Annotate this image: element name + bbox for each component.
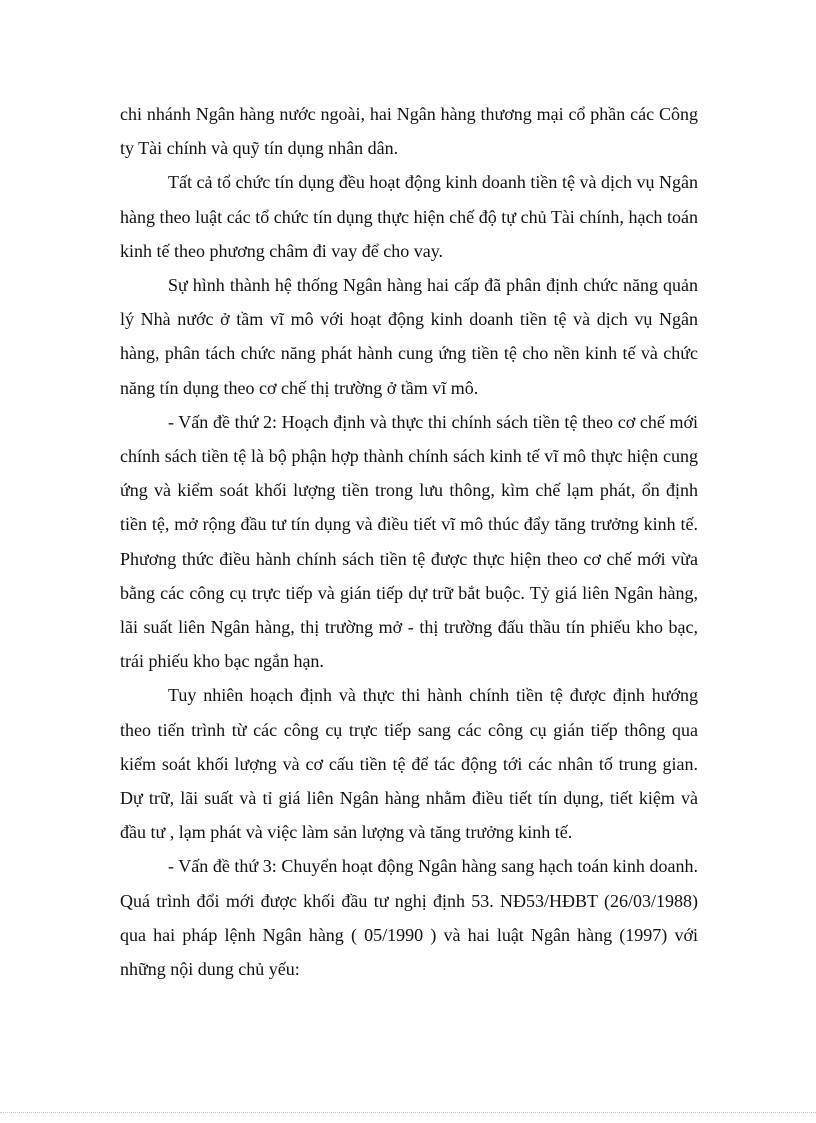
- page-bottom-border: [0, 1112, 816, 1113]
- paragraph-issue-2: - Vấn đề thứ 2: Hoạch định và thực thi chính sách tiền tệ theo cơ chế mới chính sách tiền tệ là bộ phận hợp thành chính sách kinh tế vĩ mô thực hiện cung ứng và kiểm soát khối lượng tiền trong lưu thông, kìm chế lạm phát, ổn định tiền tệ, mở rộng đầu tư tín dụng và điều tiết vĩ mô thúc đẩy tăng trưởng kinh tế. Phương thức điều hành chính sách tiền tệ được thực hiện theo cơ chế mới vừa bằng các công cụ trực tiếp và gián tiếp dự trữ bắt buộc. Tỷ giá liên Ngân hàng, lãi suất liên Ngân hàng, thị trường mở - thị trường đấu thầu tín phiếu kho bạc, trái phiếu kho bạc ngắn hạn.: [120, 411, 698, 672]
- paragraph-credit-institutions: Tất cả tổ chức tín dụng đều hoạt động kinh doanh tiền tệ và dịch vụ Ngân hàng theo luật các tổ chức tín dụng thực hiện chế độ tự chủ Tài chính, hạch toán kinh tế theo phương châm đi vay để cho vay.: [120, 172, 698, 261]
- paragraph-monetary-policy: Tuy nhiên hoạch định và thực thi hành chính tiền tệ được định hướng theo tiến trình từ các công cụ trực tiếp sang các công cụ gián tiếp thông qua kiểm soát khối lượng và cơ cấu tiền tệ để tác động tới các nhân tố trung gian. Dự trữ, lãi suất và tỉ giá liên Ngân hàng nhằm điều tiết tín dụng, tiết kiệm và đầu tư , lạm phát và việc làm sản lượng và tăng trưởng kinh tế.: [120, 685, 698, 843]
- paragraph-two-tier-banking: Sự hình thành hệ thống Ngân hàng hai cấp đã phân định chức năng quản lý Nhà nước ở tầm vĩ mô với hoạt động kinh doanh tiền tệ và dịch vụ Ngân hàng, phân tách chức năng phát hành cung ứng tiền tệ cho nền kinh tế và chức năng tín dụng theo cơ chế thị trường ở tầm vĩ mô.: [120, 275, 698, 398]
- paragraph-issue-3: - Vấn đề thứ 3: Chuyển hoạt động Ngân hàng sang hạch toán kinh doanh. Quá trình đổi mới được khối đầu tư nghị định 53. NĐ53/HĐBT (26/03/1988) qua hai pháp lệnh Ngân hàng ( 05/1990 ) và hai luật Ngân hàng (1997) với những nội dung chủ yếu:: [120, 856, 698, 980]
- paragraph-continuation: chi nhánh Ngân hàng nước ngoài, hai Ngân hàng thương mại cổ phần các Công ty Tài chính và quỹ tín dụng nhân dân.: [120, 104, 698, 159]
- document-body: [120, 97, 698, 986]
